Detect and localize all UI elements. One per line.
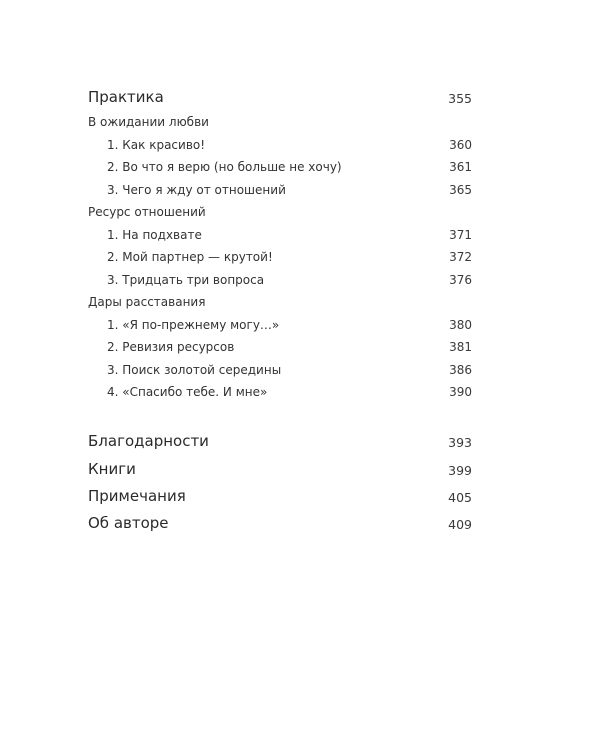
- toc-subentry-page: 386: [449, 363, 472, 377]
- toc-entry-title: Практика: [88, 88, 164, 106]
- toc-subentry: [0, 175, 600, 197]
- toc-section-title: Дары расставания: [88, 295, 206, 309]
- toc-entry-about-author: [0, 510, 600, 532]
- toc-subentry-title: 2. Во что я верю (но больше не хочу): [107, 160, 342, 174]
- toc-entry-practice: [0, 84, 600, 106]
- toc-subentry: [0, 355, 600, 377]
- toc-subentry-page: 376: [449, 273, 472, 287]
- toc-entry-page: 409: [448, 517, 472, 532]
- toc-section-waiting-for-love: [0, 107, 600, 129]
- toc-entry-page: 393: [448, 435, 472, 450]
- toc-subentry-page: 360: [449, 138, 472, 152]
- toc-entry-title: Благодарности: [88, 432, 209, 450]
- toc-subentry: [0, 130, 600, 152]
- toc-entry-page: 399: [448, 463, 472, 478]
- toc-entry-books: [0, 456, 600, 478]
- toc-subentry: [0, 310, 600, 332]
- toc-subentry: [0, 377, 600, 399]
- toc-subentry-title: 4. «Спасибо тебе. И мне»: [107, 385, 268, 399]
- toc-subentry-title: 1. «Я по-прежнему могу…»: [107, 318, 280, 332]
- toc-subentry-page: 361: [449, 160, 472, 174]
- toc-entry-notes: [0, 483, 600, 505]
- toc-subentry-page: 390: [449, 385, 472, 399]
- toc-entry-title: Книги: [88, 460, 136, 478]
- toc-entry-title: Примечания: [88, 487, 186, 505]
- toc-subentry: [0, 152, 600, 174]
- toc-subentry-page: 380: [449, 318, 472, 332]
- toc-section-gifts-of-parting: [0, 287, 600, 309]
- toc-entry-acknowledgements: [0, 428, 600, 450]
- toc-subentry: [0, 242, 600, 264]
- toc-subentry-page: 381: [449, 340, 472, 354]
- toc-subentry-title: 3. Чего я жду от отношений: [107, 183, 286, 197]
- toc-subentry: [0, 220, 600, 242]
- toc-subentry: [0, 265, 600, 287]
- toc-entry-page: 355: [448, 91, 472, 106]
- toc-subentry-title: 3. Тридцать три вопроса: [107, 273, 265, 287]
- toc-entry-title: Об авторе: [88, 514, 169, 532]
- toc-subentry-title: 1. На подхвате: [107, 228, 202, 242]
- toc-section-title: Ресурс отношений: [88, 205, 206, 219]
- toc-subentry-page: 372: [449, 250, 472, 264]
- toc-subentry-title: 2. Мой партнер — крутой!: [107, 250, 273, 264]
- toc-subentry-title: 3. Поиск золотой середины: [107, 363, 282, 377]
- toc-entry-page: 405: [448, 490, 472, 505]
- toc-subentry-title: 1. Как красиво!: [107, 138, 206, 152]
- toc-subentry-page: 365: [449, 183, 472, 197]
- toc-subentry-title: 2. Ревизия ресурсов: [107, 340, 235, 354]
- toc-section-relationship-resource: [0, 197, 600, 219]
- toc-section-title: В ожидании любви: [88, 115, 209, 129]
- toc-subentry-page: 371: [449, 228, 472, 242]
- toc-subentry: [0, 332, 600, 354]
